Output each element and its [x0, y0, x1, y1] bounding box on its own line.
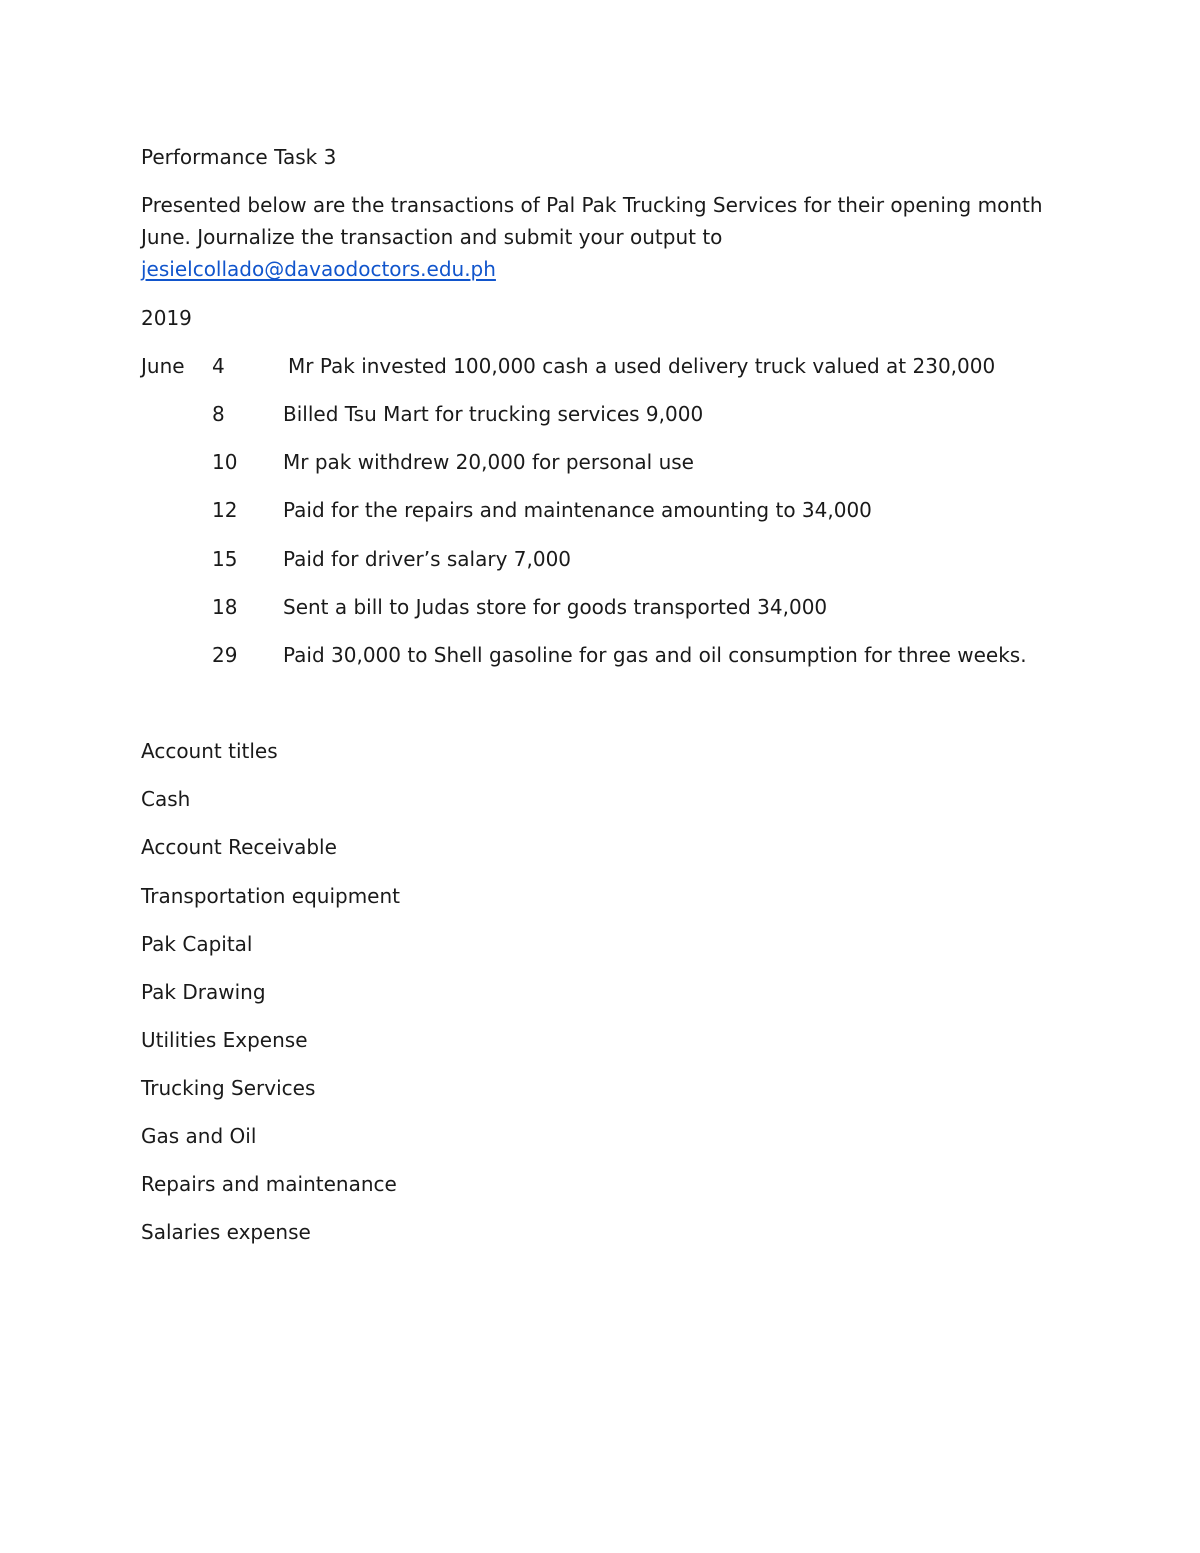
account-title-item: Gas and Oil [141, 1124, 257, 1148]
transaction-text: Paid for driver’s salary 7,000 [283, 547, 572, 571]
transaction-text: Sent a bill to Judas store for goods transported 34,000 [283, 595, 828, 619]
transaction-day: 18 [212, 595, 238, 619]
account-title-item: Salaries expense [141, 1220, 311, 1244]
account-title-item: Pak Drawing [141, 980, 266, 1004]
transaction-day: 15 [212, 547, 238, 571]
intro-line-2: June. Journalize the transaction and submit your output to [141, 225, 723, 249]
submission-email-link[interactable]: jesielcollado@davaodoctors.edu.ph [141, 257, 496, 281]
transaction-day: 8 [212, 402, 225, 426]
account-title-item: Transportation equipment [141, 884, 401, 908]
transaction-day: 4 [212, 354, 225, 378]
transaction-day: 29 [212, 643, 238, 667]
account-title-item: Pak Capital [141, 932, 253, 956]
transaction-day: 12 [212, 498, 238, 522]
account-title-item: Cash [141, 787, 191, 811]
transaction-text: Billed Tsu Mart for trucking services 9,000 [283, 402, 704, 426]
account-title-item: Account Receivable [141, 835, 337, 859]
account-title-item: Utilities Expense [141, 1028, 308, 1052]
transaction-text: Paid 30,000 to Shell gasoline for gas and oil consumption for three weeks. [283, 643, 1027, 667]
transaction-text: Paid for the repairs and maintenance amounting to 34,000 [283, 498, 872, 522]
transaction-day: 10 [212, 450, 238, 474]
transaction-text: Mr pak withdrew 20,000 for personal use [283, 450, 694, 474]
month-label: June [141, 354, 185, 378]
account-title-item: Trucking Services [141, 1076, 316, 1100]
year-label: 2019 [141, 306, 192, 330]
account-titles-heading: Account titles [141, 739, 278, 763]
account-title-item: Repairs and maintenance [141, 1172, 397, 1196]
intro-line-1: Presented below are the transactions of Pal Pak Trucking Services for their opening month [141, 193, 1043, 217]
page-title: Performance Task 3 [141, 145, 337, 169]
transaction-text: Mr Pak invested 100,000 cash a used delivery truck valued at 230,000 [288, 354, 996, 378]
